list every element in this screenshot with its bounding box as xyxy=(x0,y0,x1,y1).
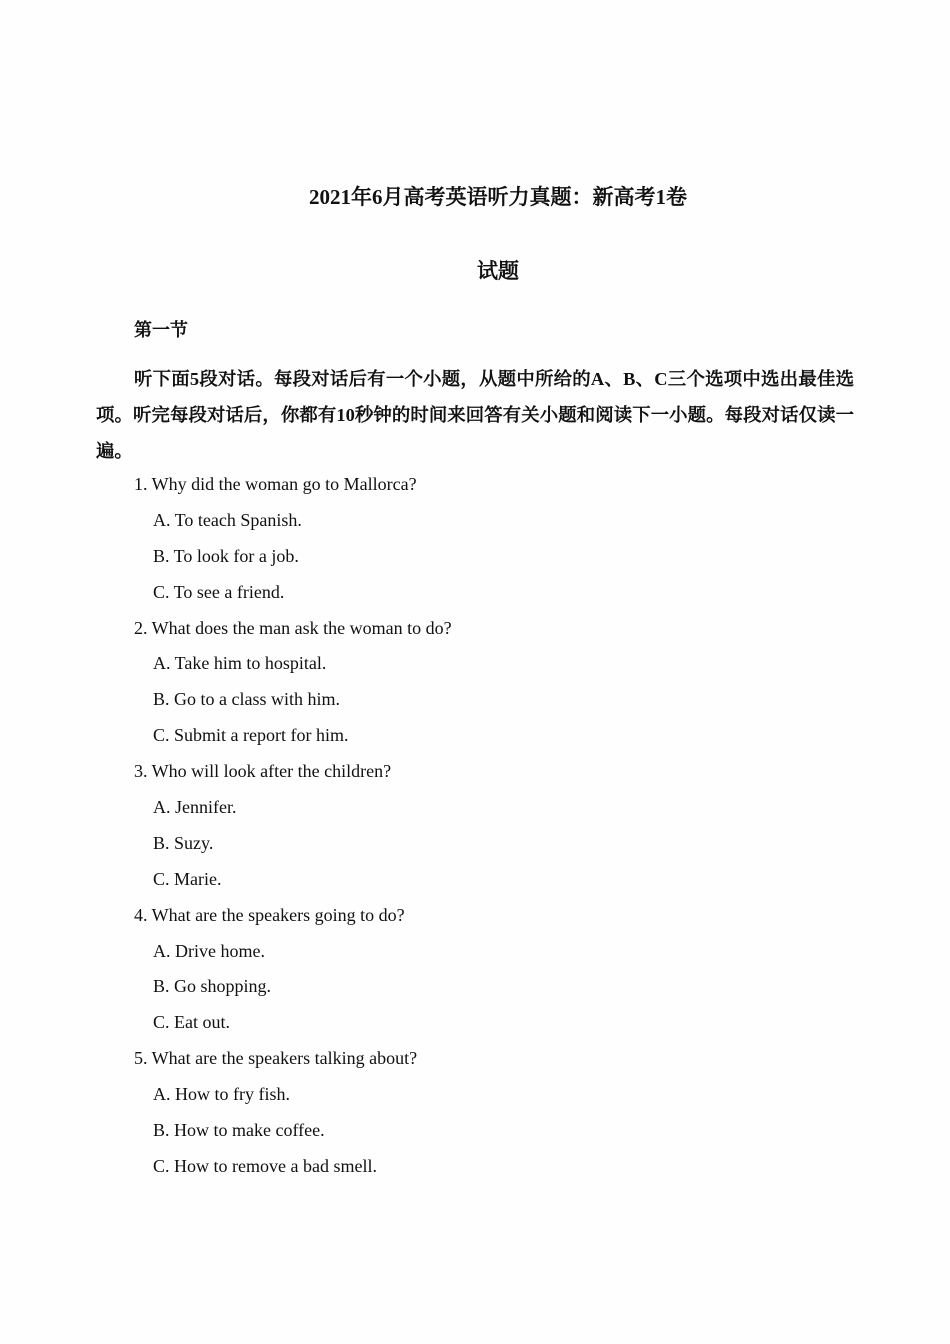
question-text: 1. Why did the woman go to Mallorca? xyxy=(134,474,417,494)
question-1 xyxy=(0,467,950,611)
question-list xyxy=(0,467,950,1185)
option-b: B. Suzy. xyxy=(153,832,214,853)
option-c: C. Submit a report for him. xyxy=(153,725,349,746)
option-list xyxy=(0,503,950,611)
option-a: A. Drive home. xyxy=(153,940,265,961)
question-5 xyxy=(0,1041,950,1185)
option-list xyxy=(0,646,950,754)
option-a: A. Jennifer. xyxy=(153,797,237,818)
question-4 xyxy=(0,898,950,1042)
option-c: C. How to remove a bad smell. xyxy=(153,1155,377,1176)
option-a: A. To teach Spanish. xyxy=(153,509,302,530)
option-b: B. Go to a class with him. xyxy=(153,689,340,710)
option-list xyxy=(0,934,950,1042)
option-b: B. To look for a job. xyxy=(153,545,299,566)
option-a: A. Take him to hospital. xyxy=(153,653,327,674)
question-text: 2. What does the man ask the woman to do? xyxy=(134,617,452,638)
instructions-paragraph: 听下面5段对话。每段对话后有一个小题，从题中所给的A、B、C三个选项中选出最佳选项。听完每段对话后，你都有10秒钟的时间来回答有关小题和阅读下一小题。每段对话仅读一遍。 xyxy=(96,369,854,461)
option-a: A. How to fry fish. xyxy=(153,1084,290,1105)
question-3 xyxy=(0,754,950,898)
option-c: C. Eat out. xyxy=(153,1012,230,1033)
option-c: C. To see a friend. xyxy=(153,581,285,602)
page-title: 2021年6月高考英语听力真题：新高考1卷 xyxy=(309,185,687,209)
question-2 xyxy=(0,611,950,755)
question-text: 3. Who will look after the children? xyxy=(134,761,392,782)
question-text: 5. What are the speakers talking about? xyxy=(134,1048,418,1069)
question-text: 4. What are the speakers going to do? xyxy=(134,904,405,925)
page-subtitle: 试题 xyxy=(477,259,519,283)
option-b: B. Go shopping. xyxy=(153,976,272,997)
option-c: C. Marie. xyxy=(153,868,222,889)
option-b: B. How to make coffee. xyxy=(153,1120,325,1141)
option-list xyxy=(0,1077,950,1185)
section-label: 第一节 xyxy=(134,320,188,340)
option-list xyxy=(0,790,950,898)
